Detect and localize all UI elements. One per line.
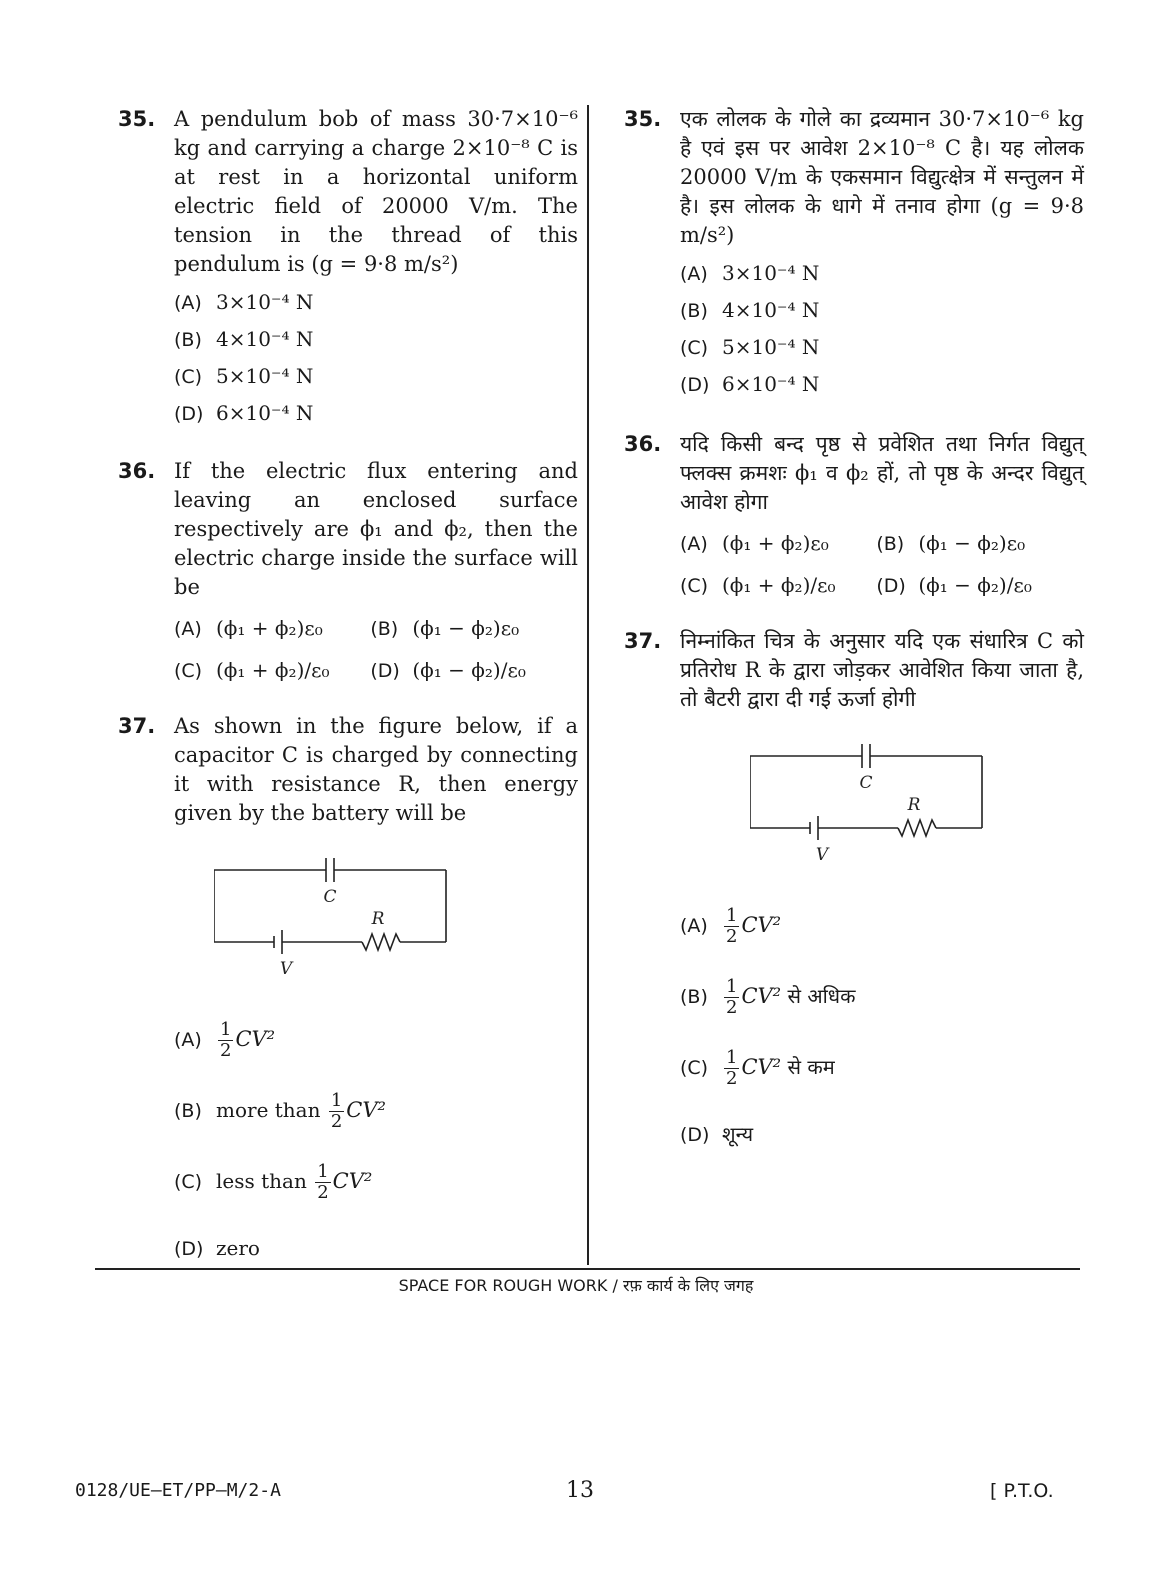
question-36-en (118, 457, 578, 686)
page-number: 13 (566, 1478, 594, 1503)
capacitor-label: C (859, 773, 873, 793)
fraction: $\frac{1}{2}$ (317, 1161, 329, 1203)
please-turn-over: [ P.T.O. (990, 1480, 1054, 1502)
question-37-en (118, 712, 578, 1264)
option-b: (B) 4×10⁻⁴ N (174, 327, 314, 351)
fraction: $\frac{1}{2}$ (330, 1090, 343, 1132)
question-number: 37. (624, 629, 662, 653)
option-b: (B) more than $\frac{1}{2}$ CV² (174, 1090, 386, 1132)
option-d: (D) 6×10⁻⁴ N (174, 401, 314, 425)
question-text: If the electric flux entering and leaving an enclosed surface respectively are ϕ₁ and ϕ₂, then the electric charge inside the surface will be (174, 459, 578, 599)
battery-label: V (815, 845, 829, 865)
option-d: (D) 6×10⁻⁴ N (680, 372, 820, 396)
resistor-label: R (371, 909, 385, 929)
question-number: 35. (624, 107, 662, 131)
question-37-hi (624, 627, 1084, 1150)
question-number: 37. (118, 714, 156, 738)
option-c: (C) 5×10⁻⁴ N (680, 335, 820, 359)
question-text: यदि किसी बन्द पृष्ठ से प्रवेशित तथा निर्गत विद्युत् फ्लक्स क्रमशः ϕ₁ व ϕ₂ हों, तो पृष्ठ के अन्दर विद्युत् आवेश होगा (680, 432, 1084, 514)
option-row-ab: (A) (ϕ₁ + ϕ₂)ε₀ (B) (ϕ₁ − ϕ₂)ε₀ (680, 531, 1026, 555)
option-a: (A) 3×10⁻⁴ N (680, 261, 820, 285)
question-35-hi (624, 105, 1084, 398)
question-number: 36. (624, 432, 662, 456)
fraction: $\frac{1}{2}$ (726, 1047, 738, 1089)
option-row-cd: (C) (ϕ₁ + ϕ₂)/ε₀ (D) (ϕ₁ − ϕ₂)/ε₀ (680, 573, 1032, 597)
english-column (118, 105, 578, 1264)
paper-code: 0128/UE–ET/PP–M/2-A (75, 1480, 281, 1501)
capacitor-label: C (323, 887, 337, 907)
question-number: 35. (118, 107, 156, 131)
option-c: (C) less than $\frac{1}{2}$ CV² (174, 1161, 373, 1203)
hindi-column (624, 105, 1084, 1150)
option-b: (B) $\frac{1}{2}$ CV² से अधिक (680, 976, 856, 1018)
question-36-hi (624, 430, 1084, 601)
question-number: 36. (118, 459, 156, 483)
question-text: एक लोलक के गोले का द्रव्यमान 30·7×10⁻⁶ kg है एवं इस पर आवेश 2×10⁻⁸ C है। यह लोलक 20000 V/m के एकसमान विद्युत्क्षेत्र में सन्तुलन में है। इस लोलक के धागे में तनाव होगा (g = 9·8 m/s²) (680, 107, 1084, 247)
rc-circuit-diagram (750, 736, 1000, 876)
rc-circuit-diagram (214, 850, 464, 990)
option-a: (A) 3×10⁻⁴ N (174, 290, 314, 314)
option-c: (C) $\frac{1}{2}$ CV² से कम (680, 1047, 835, 1089)
option-a: (A) $\frac{1}{2}$ CV² (174, 1019, 276, 1061)
fraction: $\frac{1}{2}$ (220, 1019, 232, 1061)
question-text: As shown in the figure below, if a capacitor C is charged by connecting it with resistance R, then energy given by the battery will be (174, 714, 578, 825)
resistor-label: R (907, 795, 921, 815)
option-row-ab: (A) (ϕ₁ + ϕ₂)ε₀ (B) (ϕ₁ − ϕ₂)ε₀ (174, 616, 520, 640)
option-row-cd: (C) (ϕ₁ + ϕ₂)/ε₀ (D) (ϕ₁ − ϕ₂)/ε₀ (174, 658, 526, 682)
question-35-en (118, 105, 578, 427)
fraction: $\frac{1}{2}$ (726, 905, 738, 947)
battery-label: V (279, 959, 293, 979)
column-divider (587, 105, 589, 1265)
rough-work-label: SPACE FOR ROUGH WORK / रफ़ कार्य के लिए जगह (398, 1276, 754, 1295)
option-d: (D) zero (174, 1236, 260, 1260)
rough-work-divider (95, 1268, 1080, 1270)
option-d: (D) शून्य (680, 1122, 754, 1146)
option-b: (B) 4×10⁻⁴ N (680, 298, 820, 322)
fraction: $\frac{1}{2}$ (726, 976, 738, 1018)
option-c: (C) 5×10⁻⁴ N (174, 364, 314, 388)
option-a: (A) $\frac{1}{2}$ CV² (680, 905, 782, 947)
question-text: A pendulum bob of mass 30·7×10⁻⁶ kg and carrying a charge 2×10⁻⁸ C is at rest in a horizontal uniform electric field of 20000 V/m. The tension in the thread of this pendulum is (g = 9·8 m/s²) (174, 107, 578, 276)
question-text: निम्नांकित चित्र के अनुसार यदि एक संधारित्र C को प्रतिरोध R के द्वारा जोड़कर आवेशित किया जाता है, तो बैटरी द्वारा दी गई ऊर्जा होगी (680, 629, 1084, 711)
